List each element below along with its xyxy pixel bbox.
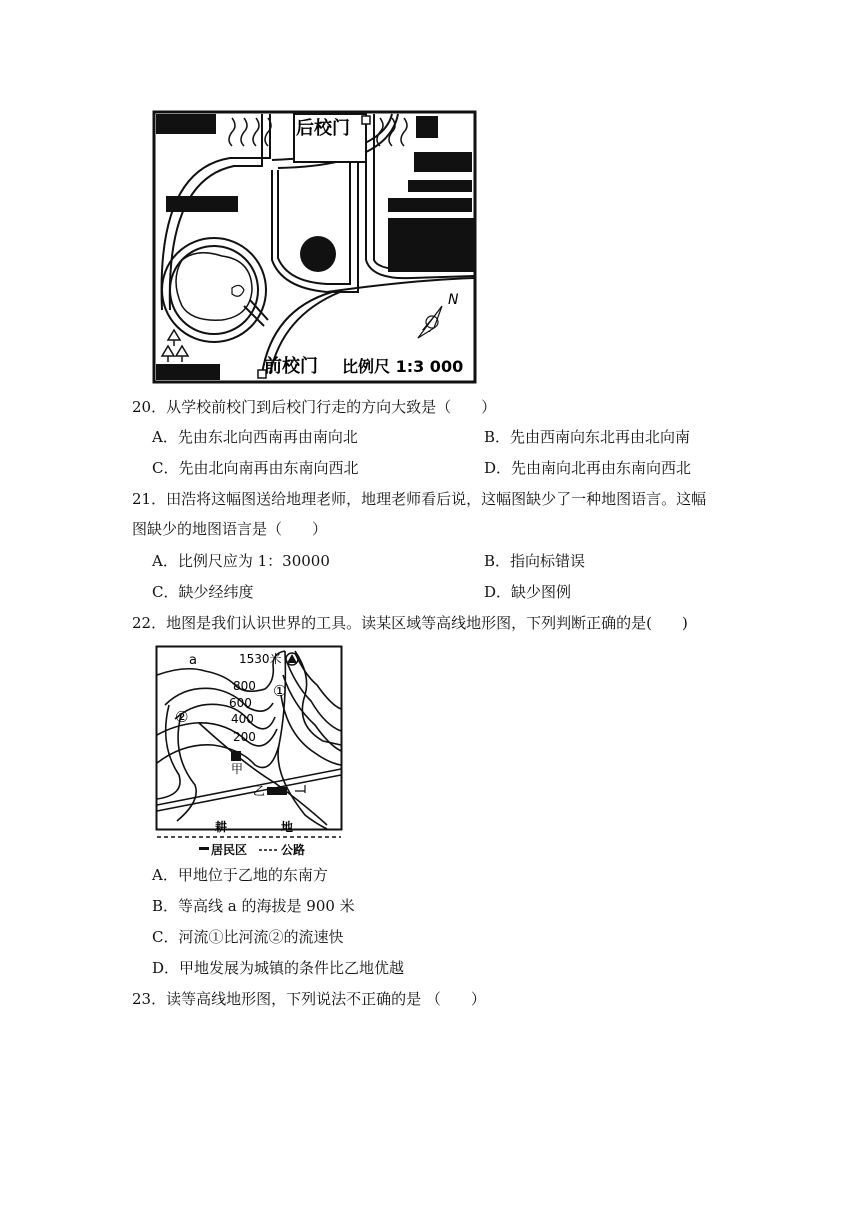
building — [156, 114, 216, 134]
back-gate-label: 后校门 — [296, 118, 350, 139]
q21-option-b[interactable]: B．指向标错误 — [484, 552, 586, 570]
farmland-label-2: 地 — [281, 820, 294, 834]
contour-200-label: 200 — [233, 730, 256, 744]
q22-stem: 22．地图是我们认识世界的工具。读某区域等高线地形图，下列判断正确的是( ) — [132, 614, 688, 632]
settlement-yi — [267, 787, 287, 795]
settlement-jia — [231, 751, 241, 761]
building — [414, 152, 472, 172]
building — [156, 364, 220, 380]
building — [416, 116, 438, 138]
q20-option-c[interactable]: C．先由北向南再由东南向西北 — [152, 459, 359, 477]
river-2-label: ② — [175, 708, 189, 726]
q20-option-a[interactable]: A．先由东北向西南再由南向北 — [152, 428, 358, 446]
svg-text:N: N — [448, 292, 459, 308]
q21-stem-line1: 21．田浩将这幅图送给地理老师，地理老师看后说，这幅图缺少了一种地图语言。这幅 — [132, 490, 707, 508]
contour-800-label: 800 — [233, 679, 256, 693]
summit-label: 1530米 — [239, 652, 282, 666]
gate-icon — [362, 116, 370, 124]
legend-residential: 居民区 — [211, 843, 248, 857]
q21-option-c[interactable]: C．缺少经纬度 — [152, 583, 254, 601]
contour-600-label: 600 — [229, 696, 252, 710]
building — [408, 180, 472, 192]
q21-option-d[interactable]: D．缺少图例 — [484, 583, 572, 601]
q22-option-d[interactable]: D．甲地发展为城镇的条件比乙地优越 — [152, 959, 405, 977]
q22-option-b[interactable]: B．等高线 a 的海拔是 900 米 — [152, 897, 355, 915]
yi-label: 乙 — [253, 784, 266, 798]
q23-stem: 23．读等高线地形图，下列说法不正确的是 （ ） — [132, 990, 486, 1008]
contour-map — [155, 645, 343, 857]
legend-road: 公路 — [281, 843, 306, 857]
contour-a-label: a — [189, 653, 197, 668]
campus-map — [152, 110, 477, 384]
scale-label: 比例尺 1:3 000 — [342, 357, 464, 376]
q20-option-d[interactable]: D．先由南向北再由东南向西北 — [484, 459, 692, 477]
q21-option-a[interactable]: A．比例尺应为 1：30000 — [152, 552, 330, 570]
jia-label: 甲 — [231, 762, 244, 776]
building — [388, 198, 472, 212]
q20-stem: 20．从学校前校门到后校门行走的方向大致是（ ） — [132, 398, 497, 416]
river-1-label: ① — [273, 682, 287, 700]
q20-option-b[interactable]: B．先由西南向东北再由北向南 — [484, 428, 691, 446]
q22-option-c[interactable]: C．河流①比河流②的流速快 — [152, 928, 344, 946]
contour-400-label: 400 — [231, 712, 254, 726]
q21-stem-line2: 图缺少的地图语言是（ ） — [132, 520, 328, 538]
farmland-label-1: 耕 — [215, 820, 228, 834]
building — [388, 218, 474, 272]
front-gate-label: 前校门 — [264, 356, 318, 377]
q22-option-a[interactable]: A．甲地位于乙地的东南方 — [152, 866, 328, 884]
disk-marker — [300, 236, 336, 272]
